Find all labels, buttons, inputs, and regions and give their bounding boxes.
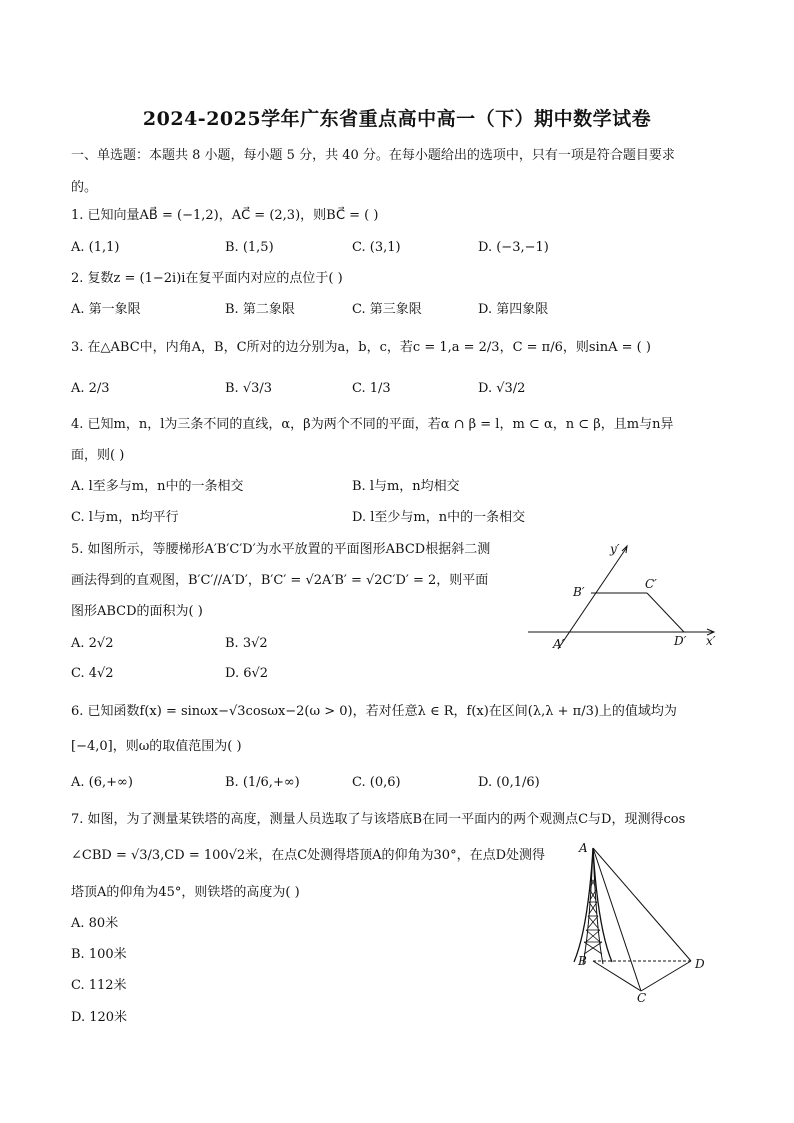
question-7-option-d[interactable]: D. 120米 <box>71 1010 128 1025</box>
question-1-option-c[interactable]: C. (3,1) <box>352 240 401 255</box>
fig5-label-x: x′ <box>706 634 716 648</box>
section-heading-line-2: 的。 <box>71 180 98 195</box>
question-1-option-a[interactable]: A. (1,1) <box>71 240 120 255</box>
question-7-stem-line-2: ∠CBD = √3/3,CD = 100√2米，在点C处测得塔顶A的仰角为30°，在点D处测得 <box>71 848 546 863</box>
question-6-option-d[interactable]: D. (0,1/6) <box>478 775 540 790</box>
question-6-option-a[interactable]: A. (6,+∞) <box>71 775 133 790</box>
question-5-stem-line-3: 图形ABCD的面积为( ) <box>71 604 203 619</box>
question-6-option-b[interactable]: B. (1/6,+∞) <box>225 775 300 790</box>
question-4-stem-line-2: 面，则( ) <box>71 448 125 463</box>
question-3-option-c[interactable]: C. 1/3 <box>352 381 391 396</box>
question-6-option-c[interactable]: C. (0,6) <box>352 775 401 790</box>
question-3-option-a[interactable]: A. 2/3 <box>71 381 110 396</box>
fig7-label-b: B <box>578 954 587 968</box>
question-7-stem-line-3: 塔顶A的仰角为45°，则铁塔的高度为( ) <box>71 885 300 900</box>
question-4-stem-line-1: 4. 已知m，n，l为三条不同的直线，α，β为两个不同的平面，若α ∩ β = l，m ⊂ α，n ⊂ β，且m与n异 <box>71 417 674 432</box>
fig7-label-c: C <box>637 991 647 1005</box>
question-4-option-c[interactable]: C. l与m，n均平行 <box>71 510 179 525</box>
question-3-stem: 3. 在△ABC中，内角A，B，C所对的边分别为a，b，c，若c = 1,a = 2/3，C = π/6，则sinA = ( ) <box>71 340 651 355</box>
fig5-label-b: B′ <box>573 585 585 599</box>
question-2-option-b[interactable]: B. 第二象限 <box>225 302 295 317</box>
page-title: 2024-2025学年广东省重点高中高一（下）期中数学试卷 <box>142 108 652 130</box>
question-4-option-b[interactable]: B. l与m，n均相交 <box>352 479 460 494</box>
question-5-option-a[interactable]: A. 2√2 <box>71 636 114 651</box>
section-heading-line-1: 一、单选题：本题共 8 小题，每小题 5 分，共 40 分。在每小题给出的选项中，只有一项是符合题目要求 <box>71 148 675 163</box>
question-4-option-d[interactable]: D. l至少与m，n中的一条相交 <box>352 510 526 525</box>
fig5-label-y: y′ <box>610 542 620 556</box>
question-1-stem: 1. 已知向量AB⃗ = (−1,2)，AC⃗ = (2,3)，则BC⃗ = ( ) <box>71 208 379 223</box>
question-5-option-b[interactable]: B. 3√2 <box>225 636 268 651</box>
question-2-option-a[interactable]: A. 第一象限 <box>71 302 141 317</box>
question-4-option-a[interactable]: A. l至多与m，n中的一条相交 <box>71 479 244 494</box>
fig7-label-d: D <box>695 957 705 971</box>
question-2-option-c[interactable]: C. 第三象限 <box>352 302 422 317</box>
question-2-option-d[interactable]: D. 第四象限 <box>478 302 549 317</box>
question-2-stem: 2. 复数z = (1−2i)i在复平面内对应的点位于( ) <box>71 271 343 286</box>
question-7-option-c[interactable]: C. 112米 <box>71 978 127 993</box>
question-1-option-d[interactable]: D. (−3,−1) <box>478 240 549 255</box>
question-3-option-d[interactable]: D. √3/2 <box>478 381 526 396</box>
fig7-label-a: A <box>579 841 588 855</box>
fig5-label-c: C′ <box>645 577 657 591</box>
question-1-option-b[interactable]: B. (1,5) <box>225 240 274 255</box>
fig5-label-d: D′ <box>674 634 687 648</box>
question-5-stem-line-1: 5. 如图所示，等腰梯形A′B′C′D′为水平放置的平面图形ABCD根据斜二测 <box>71 542 491 557</box>
question-5-option-d[interactable]: D. 6√2 <box>225 666 269 681</box>
question-6-stem-line-1: 6. 已知函数f(x) = sinωx−√3cosωx−2(ω > 0)，若对任意λ ∈ R，f(x)在区间(λ,λ + π/3)上的值域均为 <box>71 704 677 719</box>
trapezoid-figure <box>525 535 730 657</box>
question-7-option-b[interactable]: B. 100米 <box>71 947 127 962</box>
question-7-stem-line-1: 7. 如图，为了测量某铁塔的高度，测量人员选取了与该塔底B在同一平面内的两个观测点C与D，现测得cos <box>71 812 686 827</box>
tower-figure <box>560 838 720 1008</box>
fig5-label-a: A′ <box>553 637 565 651</box>
question-6-stem-line-2: [−4,0]，则ω的取值范围为( ) <box>71 739 242 754</box>
question-5-option-c[interactable]: C. 4√2 <box>71 666 114 681</box>
question-7-option-a[interactable]: A. 80米 <box>71 916 119 931</box>
question-3-option-b[interactable]: B. √3/3 <box>225 381 273 396</box>
question-5-stem-line-2: 画法得到的直观图，B′C′//A′D′，B′C′ = √2A′B′ = √2C′D′ = 2，则平面 <box>71 573 489 588</box>
